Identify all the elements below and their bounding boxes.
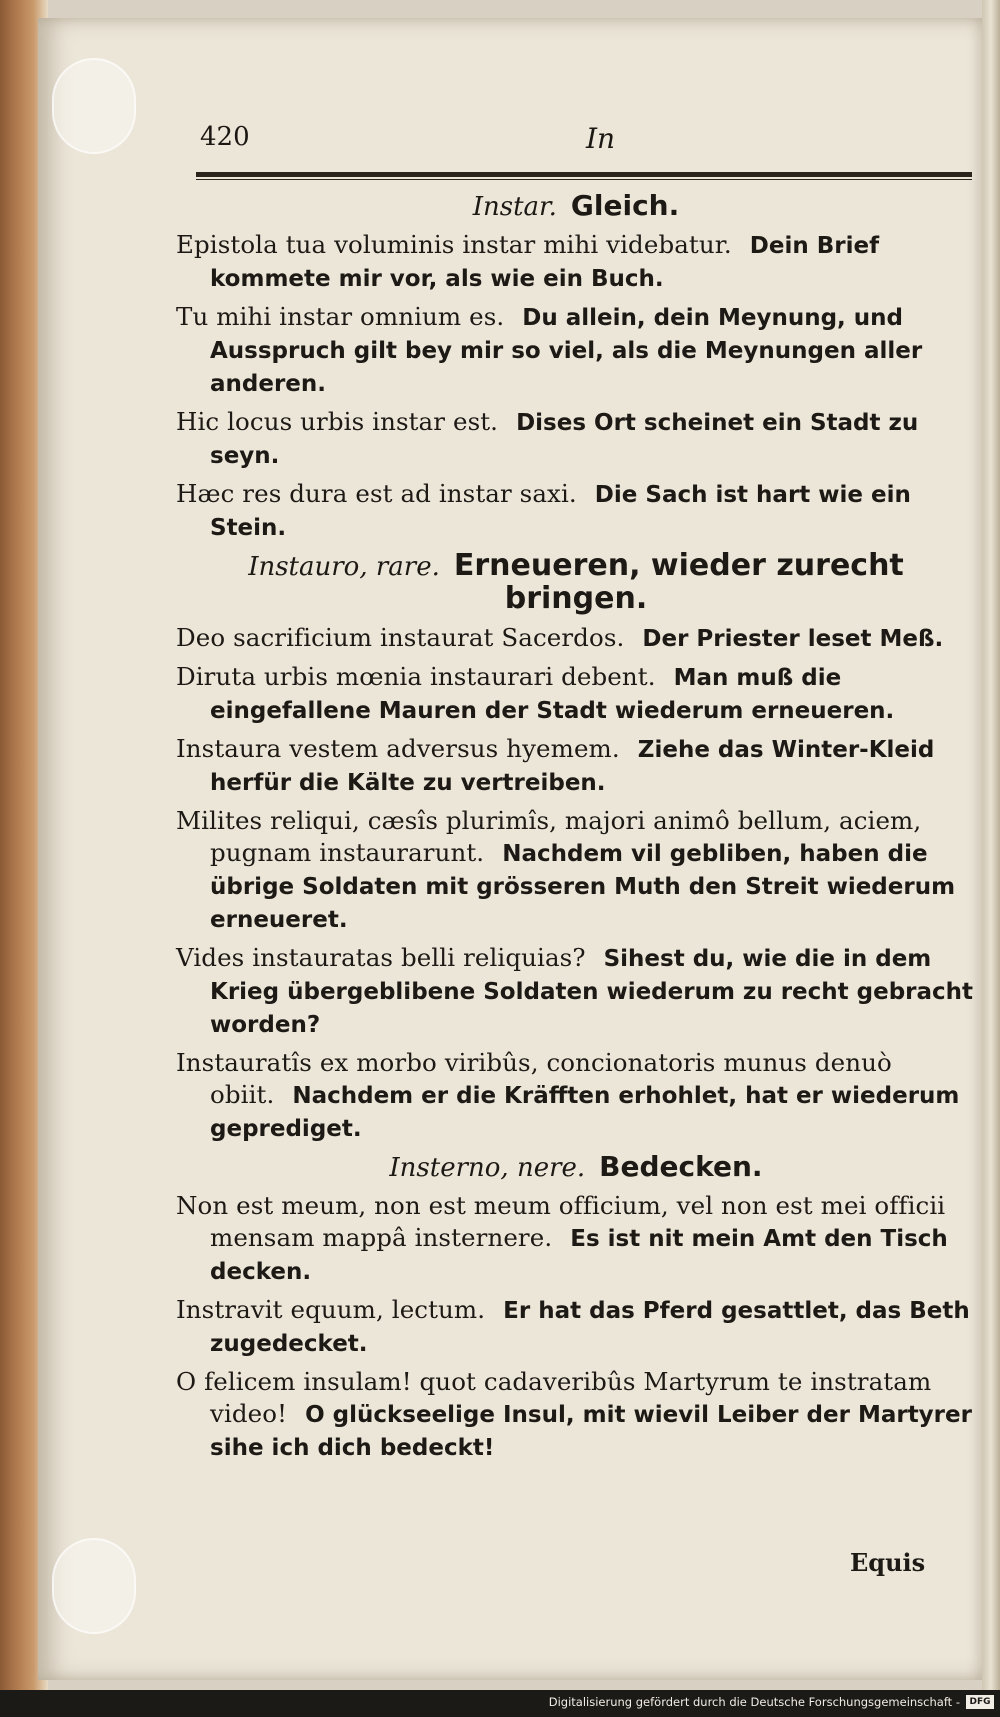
- running-head: In: [586, 122, 616, 155]
- heading-latin: Instar.: [472, 192, 557, 222]
- example-german: Es ist nit mein Amt den Tisch decken.: [210, 1226, 948, 1285]
- example-latin: Instravit equum, lectum.: [176, 1295, 486, 1324]
- example-german: Dein Brief kommete mir vor, als wie ein Buch.: [210, 233, 880, 292]
- footer-bar: [0, 1690, 1000, 1717]
- example-german: Die Sach ist hart wie ein Stein.: [210, 482, 911, 541]
- example-german: Nachdem vil gebliben, haben die übrige Soldaten mit grösseren Muth den Streit wiederum erneueret.: [210, 841, 956, 933]
- example-entry: [176, 622, 976, 655]
- example-entry: [176, 1294, 976, 1360]
- example-latin: Hæc res dura est ad instar saxi.: [176, 479, 577, 508]
- example-german: Du allein, dein Meynung, und Ausspruch gilt bey mir so viel, als die Meynungen aller anderen.: [210, 305, 923, 397]
- heading-german: Gleich.: [570, 189, 680, 222]
- page-number: 420: [200, 122, 250, 152]
- example-latin: O felicem insulam! quot cadaveribûs Martyrum te instratam video!: [176, 1367, 932, 1428]
- example-german: Dises Ort scheinet ein Stadt zu seyn.: [210, 410, 919, 469]
- example-latin: Tu mihi instar omnium es.: [176, 302, 505, 331]
- heading-latin: Insterno, nere.: [389, 1153, 586, 1183]
- entry-heading: [176, 190, 976, 223]
- entry-heading: [176, 1151, 976, 1184]
- header-rule: [196, 172, 972, 177]
- heading-german: Bedecken.: [599, 1150, 763, 1183]
- dfg-logo: DFG: [966, 1695, 994, 1709]
- example-german: Sihest du, wie die in dem Krieg übergeblibene Soldaten wiederum zu recht gebracht worden?: [210, 946, 974, 1038]
- example-latin: Epistola tua voluminis instar mihi videbatur.: [176, 230, 732, 259]
- header-rule-thin: [196, 179, 972, 180]
- example-latin: Hic locus urbis instar est.: [176, 407, 499, 436]
- heading-german: Erneueren, wieder zurecht bringen.: [453, 548, 904, 616]
- example-entry: [176, 301, 976, 400]
- example-german: Er hat das Pferd gesattlet, das Beth zugedecket.: [210, 1298, 970, 1357]
- example-latin: Diruta urbis mœnia instaurari debent.: [176, 662, 656, 691]
- page-header: [200, 122, 970, 172]
- example-german: O glückseelige Insul, mit wievil Leiber der Martyrer sihe ich dich bedeckt!: [210, 1402, 972, 1461]
- example-entry: [176, 1047, 976, 1145]
- page-clip-bottom: [52, 1538, 136, 1634]
- example-latin: Deo sacrificium instaurat Sacerdos.: [176, 623, 625, 652]
- example-entry: [176, 1366, 976, 1464]
- example-german: Ziehe das Winter-Kleid herfür die Kälte zu vertreiben.: [210, 737, 935, 796]
- example-entry: [176, 229, 976, 295]
- example-entry: [176, 661, 976, 727]
- example-entry: [176, 805, 976, 936]
- example-latin: Instaura vestem adversus hyemem.: [176, 734, 620, 763]
- dictionary-text: [176, 186, 976, 1470]
- catchword: Equis: [850, 1548, 926, 1577]
- entry-heading: [176, 550, 976, 616]
- example-latin: Instauratîs ex morbo viribûs, concionatoris munus denuò obiit.: [176, 1048, 892, 1109]
- example-entry: [176, 942, 976, 1041]
- example-entry: [176, 733, 976, 799]
- example-entry: [176, 406, 976, 472]
- funding-credit: Digitalisierung gefördert durch die Deutsche Forschungsgemeinschaft -: [548, 1695, 960, 1709]
- example-latin: Non est meum, non est meum officium, vel non est mei officii mensam mappâ insternere.: [176, 1191, 946, 1252]
- page-edges: [982, 0, 1000, 1690]
- example-german: Der Priester leset Meß.: [642, 626, 944, 652]
- example-german: Nachdem er die Kräfften erhohlet, hat er wiederum geprediget.: [210, 1083, 960, 1142]
- example-latin: Vides instauratas belli reliquias?: [176, 943, 586, 972]
- page-clip-top: [52, 58, 136, 154]
- heading-latin: Instauro, rare.: [248, 552, 440, 582]
- example-latin: Milites reliqui, cæsîs plurimîs, majori animô bellum, aciem, pugnam instaurarunt.: [176, 806, 922, 867]
- example-entry: [176, 1190, 976, 1288]
- example-german: Man muß die eingefallene Mauren der Stadt wiederum erneueren.: [210, 665, 895, 724]
- example-entry: [176, 478, 976, 544]
